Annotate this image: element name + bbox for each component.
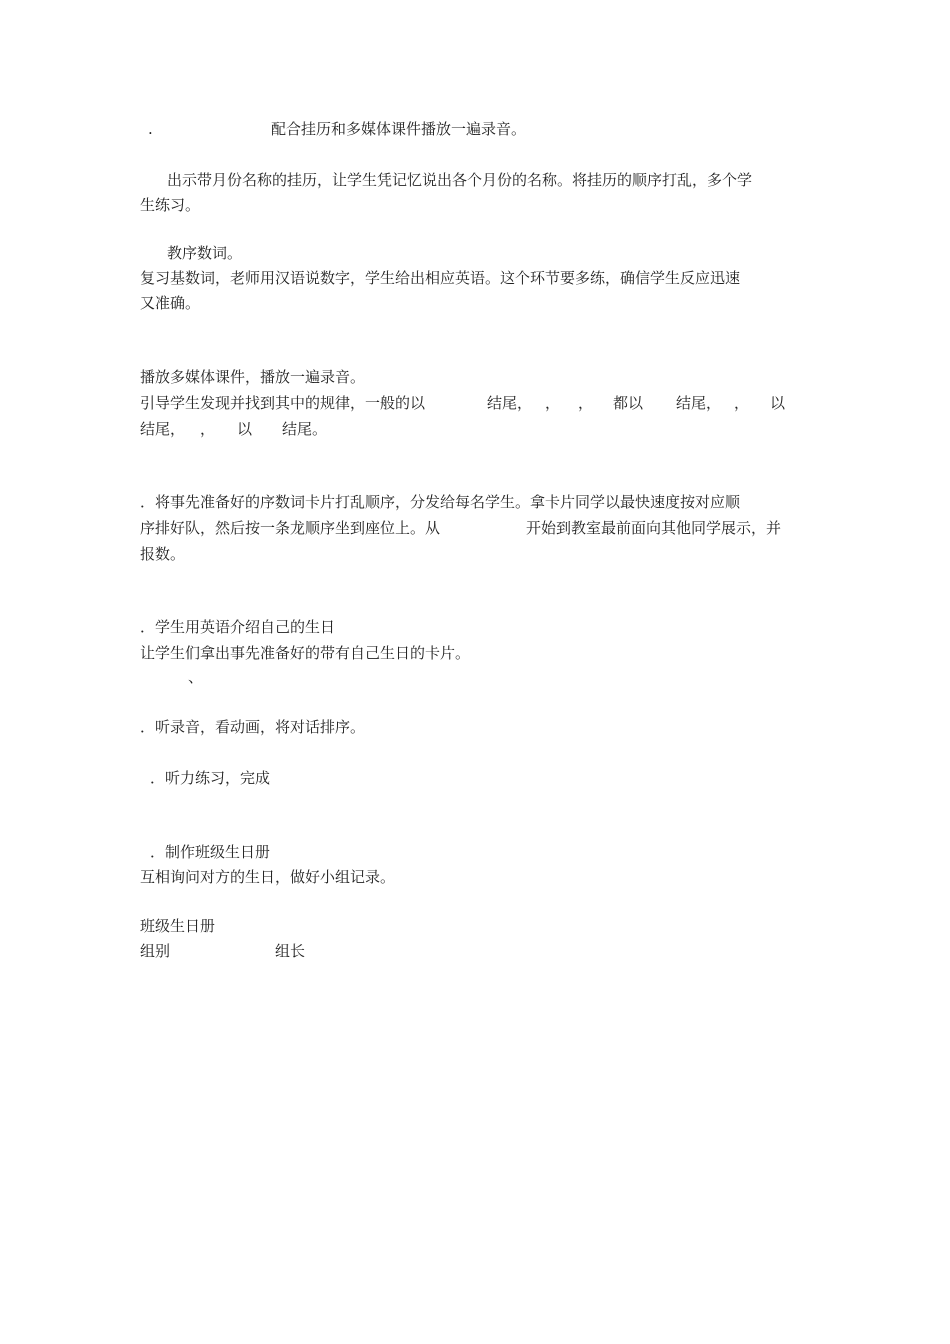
section5-line2-b: 开始到教室最前面向其他同学展示，并 [526,519,782,537]
section5-line3: 报数。 [140,545,186,563]
section4-line2-d: ， [578,394,594,412]
section5-line1: ．将事先准备好的序数词卡片打乱顺序，分发给每名学生。拿卡片同学以最快速度按对应顺 [140,493,741,511]
section9-title: ．制作班级生日册 [150,843,271,861]
section3-line2: 又准确。 [140,294,201,312]
section4-line2-e: 都以 [613,394,644,412]
section6-mark: 、 [188,668,204,686]
section1-marker: . [148,120,153,138]
section4-line3-d: 结尾。 [282,420,328,438]
section8-text: ．听力练习，完成 [150,769,271,787]
birthday-book-title: 班级生日册 [140,917,216,935]
section7-text: ．听录音，看动画，将对话排序。 [140,718,366,736]
section4-line1: 播放多媒体课件，播放一遍录音。 [140,368,366,386]
section2-line2: 生练习。 [140,196,201,214]
section6-title: ．学生用英语介绍自己的生日 [140,618,336,636]
section4-line2-g: ， [734,394,750,412]
section4-line2-f: 结尾， [676,394,722,412]
group-leader-label: 组长 [275,942,306,960]
section5-line2-a: 序排好队，然后按一条龙顺序坐到座位上。从 [140,519,441,537]
section1-text: 配合挂历和多媒体课件播放一遍录音。 [271,120,527,138]
section4-line3-b: ， [200,420,216,438]
section4-line3-c: 以 [237,420,253,438]
section6-line1: 让学生们拿出事先准备好的带有自己生日的卡片。 [140,644,471,662]
section3-title: 教序数词。 [167,244,243,262]
section2-line1: 出示带月份名称的挂历，让学生凭记忆说出各个月份的名称。将挂历的顺序打乱，多个学 [167,171,753,189]
section4-line2-b: 结尾， [487,394,533,412]
section4-line2-c: ， [545,394,561,412]
section3-line1: 复习基数词，老师用汉语说数字，学生给出相应英语。这个环节要多练，确信学生反应迅速 [140,269,741,287]
section4-line2-a: 引导学生发现并找到其中的规律，一般的以 [140,394,426,412]
section4-line3-a: 结尾， [140,420,186,438]
section9-line1: 互相询问对方的生日，做好小组记录。 [140,868,396,886]
section4-line2-h: 以 [770,394,786,412]
group-label: 组别 [140,942,171,960]
